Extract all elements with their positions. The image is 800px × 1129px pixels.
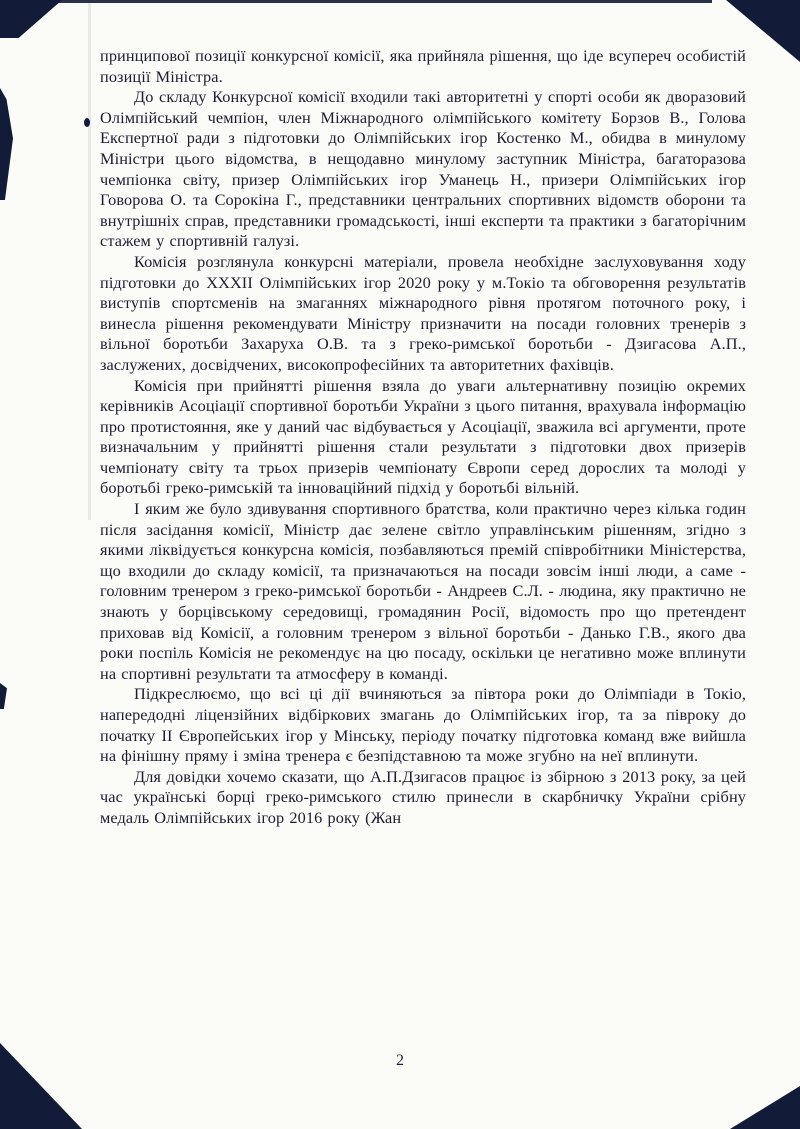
paragraph: Комісія при прийнятті рішення взяла до уваги альтернативну позицію окремих керівників Асоціації спортивної боротьби України з цього питання, врахувала інформацію про протистояння, яке у даний час відбувається у Асоціації, зважила всі аргументи, проте визначальним у прийнятті рішення стали результати з підготовки двох призерів чемпіонату світу та трьох призерів чемпіонату Європи серед дорослих та молоді у боротьбі греко-римській та інноваційний підхід у боротьбі вільній. [100,375,746,498]
paragraph-continuation: принципової позиції конкурсної комісії, яка прийняла рішення, що іде всупереч особистій позиції Міністра. [100,46,746,86]
scan-artifact-top-left [0,0,62,38]
scan-artifact-speck [84,118,90,127]
paragraph: Комісія розглянула конкурсні матеріали, провела необхідне заслуховування ходу підготовки до XXXII Олімпійських ігор 2020 року у м.Токіо та обговорення результатів виступів спортсменів на змаганнях міжнародного рівня протягом поточного року, і винесла рішення рекомендувати Міністру призначити на посади головних тренерів з вільної боротьби Захаруха О.В. та з греко-римської боротьби - Дзигасова А.П., заслужених, досвідчених, високопрофесійних та авторитетних фахівців. [100,251,746,374]
scan-artifact-top-edge [50,0,712,3]
page-number: 2 [396,1052,404,1069]
scan-artifact-left-edge [0,88,13,200]
scan-artifact-left-mark [0,683,7,709]
paragraph: Для довідки хочемо сказати, що А.П.Дзигасов працює із збірною з 2013 року, за цей час українські борці греко-римського стилю принесли в скарбничку України срібну медаль Олімпійських ігор 2016 року (Жан [100,766,746,827]
document-text-block [100,46,746,829]
paragraph: Підкреслюємо, що всі ці дії вчиняються за півтора роки до Олімпіади в Токіо, напередодні ліцензійних відбіркових змагань до Олімпійських ігор, та за півроку до початку II Європейських ігор у Мінську, періоду початку підготовка команд вже вийшла на фінішну пряму і зміна тренера є безпідставною та може згубно на неї вплинути. [100,684,746,766]
scan-artifact-bottom-right [730,1086,800,1129]
scan-crease [88,0,91,520]
paragraph: До складу Конкурсної комісії входили такі авторитетні у спорті особи як дворазовий Олімпійський чемпіон, член Міжнародного олімпійського комітету Борзов В., Голова Експертної ради з підготовки до Олімпійських ігор Костенко М., обидва в минулому Міністри цього відомства, в нещодавно минулому заступник Міністра, багаторазова чемпіонка світу, призер Олімпійських ігор Уманець Н., призери Олімпійських ігор Говорова О. та Сорокіна Г., представники центральних спортивних відомств оборони та внутрішніх справ, представники громадськості, інші експерти та практики з багаторічним стажем у спортивній галузі. [100,87,746,251]
paragraph: І яким же було здивування спортивного братства, коли практично через кілька годин після засідання комісії, Міністр дає зелене світло управлінським рішенням, згідно з якими ліквідується конкурсна комісія, позбавляються премій співробітники Міністерства, що входили до складу комісії, та призначаються на посади зовсім інші люди, а саме - головним тренером з греко-римської боротьби - Андреев С.Л. - людина, яку практично не знають у борцівському середовищі, громадянин Росії, відомость про що претендент приховав від Комісії, а головним тренером з вільної боротьби - Данько Г.В., якого два роки поспіль Комісія не рекомендує на цю посаду, оскільки це негативно може вплинути на спортивні результати та атмосферу в команді. [100,499,746,683]
